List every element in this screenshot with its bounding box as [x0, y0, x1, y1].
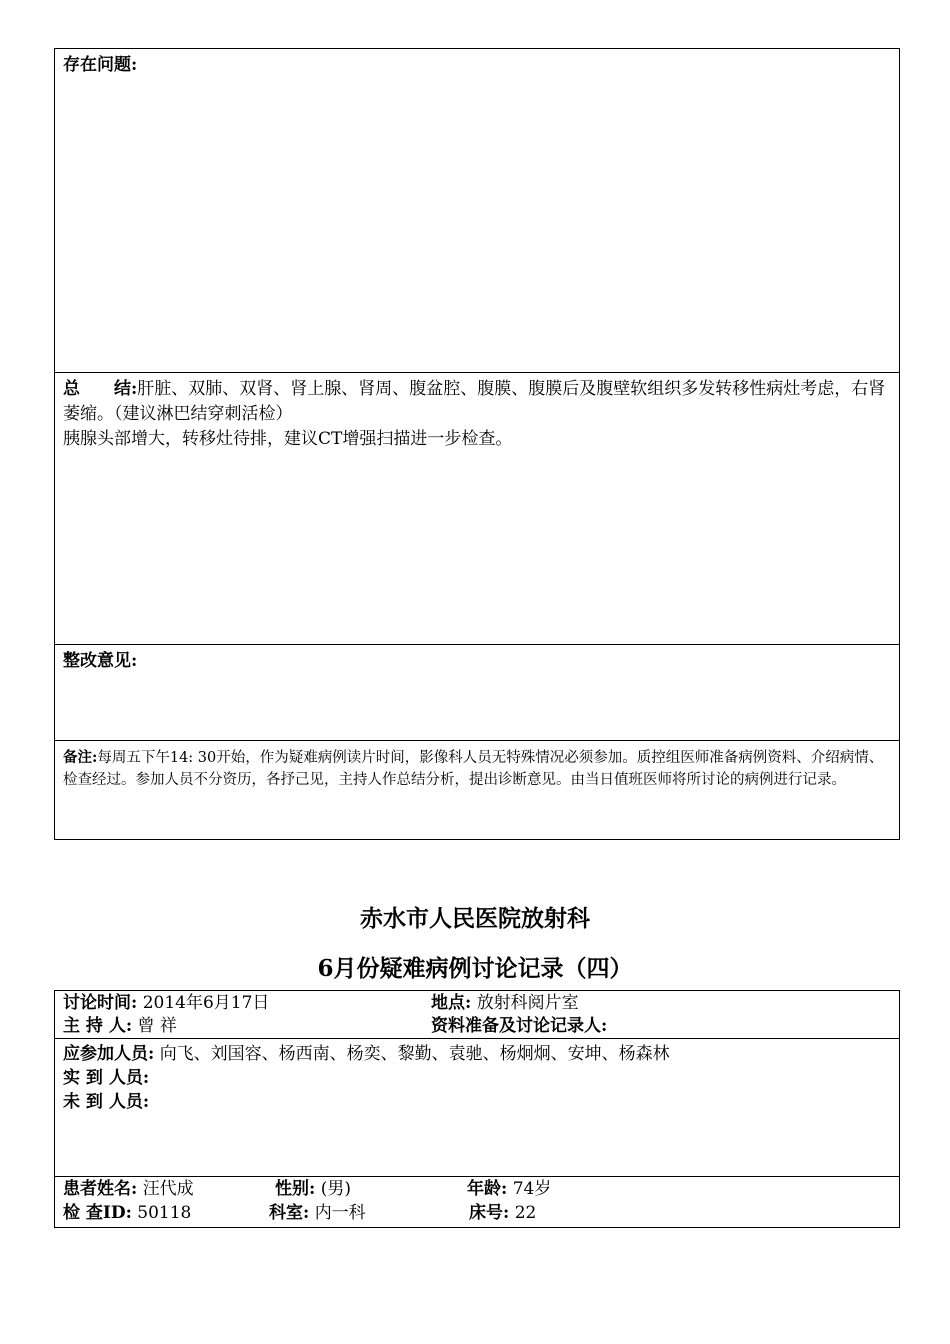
rectify-label: 整改意见:	[63, 651, 138, 671]
rectify-section	[55, 645, 899, 741]
note-section	[55, 741, 899, 839]
summary-text-1: 肝脏、双肺、双肾、肾上腺、肾周、腹盆腔、腹膜、腹膜后及腹壁软组织多发转移性病灶考虑，右肾萎缩。（建议淋巴结穿刺活检）	[63, 379, 886, 424]
should-attend-value: 向飞、刘国容、杨西南、杨奕、黎勤、袁驰、杨炯炯、安坤、杨森林	[159, 1044, 670, 1064]
note-label: 备注:	[63, 749, 98, 766]
summary-text-2: 胰腺头部增大，转移灶待排，建议CT增强扫描进一步检查。	[63, 429, 513, 449]
host-row	[63, 1014, 177, 1038]
host-value: 曾 祥	[137, 1016, 177, 1036]
should-attend-label: 应参加人员:	[63, 1044, 155, 1064]
summary-section	[55, 373, 899, 645]
sex-row	[275, 1177, 351, 1201]
sex-value: (男)	[320, 1179, 351, 1199]
recorder-label: 资料准备及讨论记录人:	[431, 1016, 608, 1036]
host-label: 主 持 人:	[63, 1016, 133, 1036]
place-label: 地点:	[431, 993, 472, 1013]
problems-section	[55, 49, 899, 373]
note-text: 每周五下午14: 30开始，作为疑难病例读片时间，影像科人员无特殊情况必须参加。质控组医师准备病例资料、介绍病情、检查经过。参加人员不分资历，各抒己见，主持人作总结分析，提出诊断意见。由当日值班医师将所讨论的病例进行记录。	[63, 750, 884, 788]
bed-value: 22	[514, 1203, 537, 1223]
absent-row	[63, 1090, 149, 1114]
bed-label: 床号:	[469, 1203, 510, 1223]
hospital-title: 赤水市人民医院放射科	[360, 905, 590, 932]
problems-label: 存在问题:	[63, 55, 138, 75]
dept-row	[269, 1201, 366, 1225]
bed-row	[469, 1201, 536, 1225]
place-row	[431, 991, 579, 1015]
record-title: 6月份疑难病例讨论记录（四）	[317, 955, 633, 982]
note-paragraph	[63, 747, 891, 791]
summary-paragraph-1	[63, 377, 891, 427]
attended-row	[63, 1066, 149, 1090]
exam-id-value: 50118	[137, 1203, 192, 1223]
age-label: 年龄:	[467, 1179, 508, 1199]
patient-info-section	[55, 1177, 899, 1227]
dept-value: 内一科	[314, 1203, 366, 1223]
patient-name-value: 汪代成	[142, 1179, 194, 1199]
should-attend-row	[63, 1042, 670, 1066]
absent-label: 未 到 人员:	[63, 1092, 150, 1112]
patient-name-label: 患者姓名:	[63, 1179, 138, 1199]
recorder-row	[431, 1014, 607, 1038]
place-value: 放射科阅片室	[476, 993, 579, 1013]
meeting-info-section	[55, 991, 899, 1039]
time-label: 讨论时间:	[63, 993, 138, 1013]
attended-label: 实 到 人员:	[63, 1068, 150, 1088]
record-table-top	[54, 48, 900, 840]
exam-id-row	[63, 1201, 191, 1225]
time-value: 2014年6月17日	[142, 993, 270, 1013]
attendance-section	[55, 1039, 899, 1177]
summary-label: 总 结:	[63, 379, 138, 399]
sex-label: 性别:	[275, 1179, 316, 1199]
exam-id-label: 检 查ID:	[63, 1203, 132, 1223]
age-row	[467, 1177, 551, 1201]
record-table-bottom	[54, 990, 900, 1228]
time-row	[63, 991, 269, 1015]
age-value: 74岁	[512, 1179, 552, 1199]
patient-name-row	[63, 1177, 194, 1201]
dept-label: 科室:	[269, 1203, 310, 1223]
